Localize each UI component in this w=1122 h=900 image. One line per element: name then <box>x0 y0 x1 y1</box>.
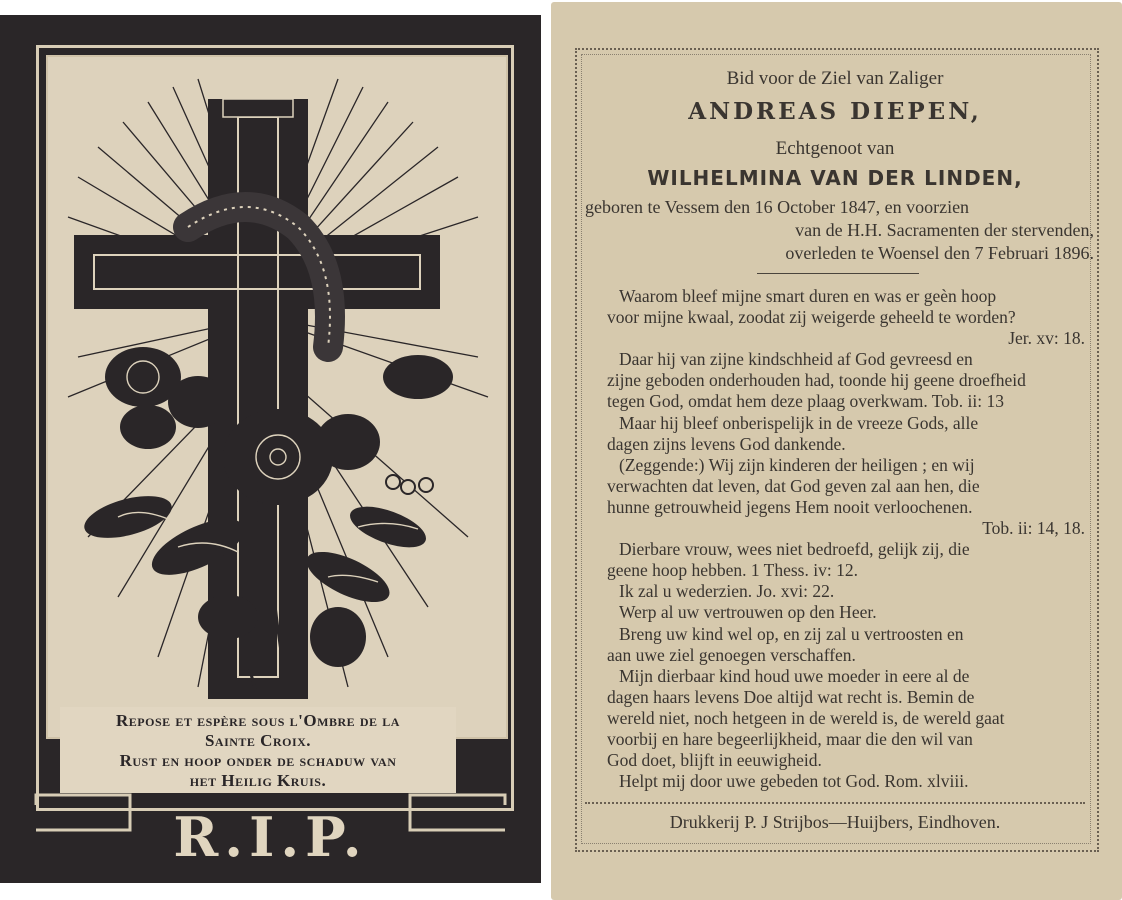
spouse-label: Echtgenoot van <box>775 138 895 159</box>
verse-line: verwachten dat leven, dat God geven zal aan hen, die <box>607 475 980 496</box>
bio-line: van de H.H. Sacramenten der stervenden, <box>795 220 1094 240</box>
printer-credit: Drukkerij P. J Strijbos—Huijbers, Eindhoven. <box>669 812 1001 832</box>
verse-line: voorbij en hare begeerlijkheid, maar die den wil van <box>607 728 973 749</box>
divider-rule <box>757 273 919 274</box>
bio-line: overleden te Woensel den 7 Februari 1896. <box>785 243 1094 263</box>
scripture-verses <box>607 286 1085 792</box>
caption-line: Sainte Croix. <box>204 731 312 750</box>
deceased-name: ANDREAS DIEPEN, <box>688 98 982 125</box>
caption-line: Rust en hoop onder de schaduw van <box>119 751 397 770</box>
verse-line: Ik zal u wederzien. Jo. xvi: 22. <box>619 581 835 602</box>
memorial-card-front <box>0 15 541 883</box>
verse-line: wereld niet, noch hetgeen in de wereld is, de wereld gaat <box>607 707 1005 728</box>
verse-line: zijne geboden onderhouden had, toonde hij geene droefheid <box>607 370 1026 391</box>
verse-line: Daar hij van zijne kindschheid af God gevreesd en <box>619 349 973 370</box>
verse-line: Mijn dierbaar kind houd uwe moeder in eere al de <box>619 665 970 686</box>
verse-line: Helpt mij door uwe gebeden tot God. Rom. xlviii. <box>619 771 969 792</box>
verse-line: (Zeggende:) Wij zijn kinderen der heiligen ; en wij <box>619 454 975 475</box>
verse-line: aan uwe ziel genoegen verschaffen. <box>607 644 856 665</box>
verse-line: Dierbare vrouw, wees niet bedroefd, gelijk zij, die <box>619 539 970 560</box>
verse-line: dagen haars levens Doe altijd wat recht is. Bemin de <box>607 686 975 707</box>
verse-line: tegen God, omdat hem deze plaag overkwam. Tob. ii: 13 <box>607 391 1004 412</box>
bio-line: geboren te Vessem den 16 October 1847, en voorzien <box>585 197 970 217</box>
caption-line: het Heilig Kruis. <box>189 771 327 790</box>
verse-line: Werp al uw vertrouwen op den Heer. <box>619 602 877 623</box>
spouse-name: WILHELMINA VAN DER LINDEN, <box>647 166 1023 190</box>
frame-corner-decoration <box>0 15 541 883</box>
printer-divider <box>585 802 1085 804</box>
verse-line: dagen zijns levens God dankende. <box>607 433 846 454</box>
verse-line: Maar hij bleef onberispelijk in de vreeze Gods, alle <box>619 412 979 433</box>
verse-line: God doet, blijft in eeuwigheid. <box>607 750 822 771</box>
prayer-heading: Bid voor de Ziel van Zaliger <box>726 68 944 89</box>
memorial-card-back <box>551 2 1122 900</box>
verse-line: Waarom bleef mijne smart duren en was er geèn hoop <box>619 286 997 306</box>
verse-line: Breng uw kind wel op, en zij zal u vertroosten en <box>619 623 964 644</box>
verse-line: Tob. ii: 14, 18. <box>982 518 1085 539</box>
verse-line: hunne getrouwheid jegens Hem nooit verloochenen. <box>607 496 973 517</box>
caption-line: Repose et espère sous l'Ombre de la <box>116 711 400 730</box>
verse-line: geene hoop hebben. 1 Thess. iv: 12. <box>607 560 858 581</box>
rip-inscription: R.I.P. <box>173 805 368 869</box>
verse-line: Jer. xv: 18. <box>1008 328 1085 349</box>
verse-line: voor mijne kwaal, zoodat zij weigerde geheeld te worden? <box>607 307 1016 328</box>
